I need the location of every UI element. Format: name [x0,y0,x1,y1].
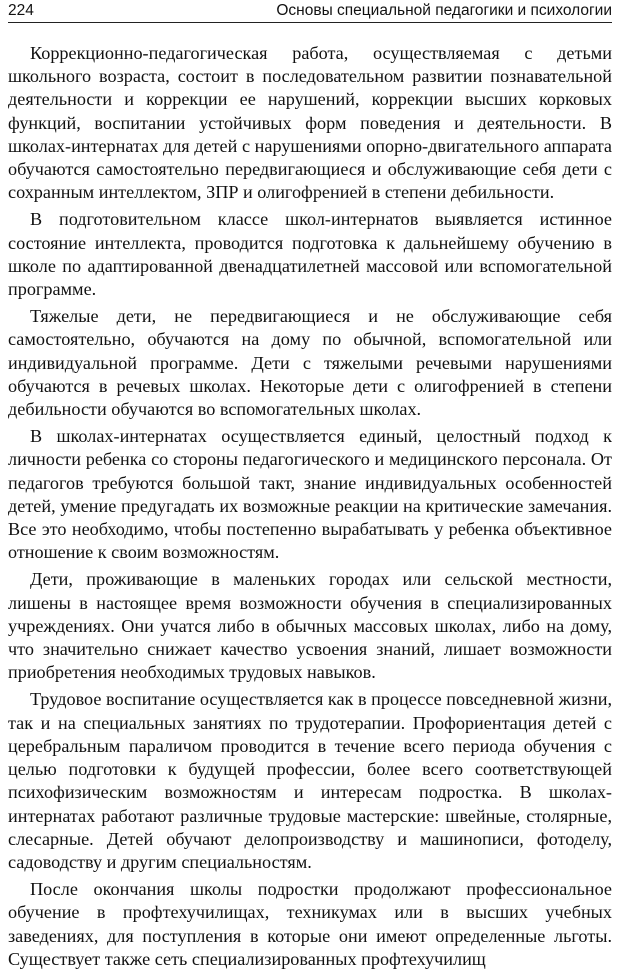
paragraph-3: Тяжелые дети, не передвигающиеся и не обслуживающие себя самостоятельно, обучаются на дому по обычной, вспомогательной или индивидуальной программе. Дети с тяжелыми речевыми нарушениями обучаются в речевых школах. Некоторые дети с олигофренией в степени дебильности обучаются во вспомогательных школах. [8,306,612,420]
page-header [8,0,612,23]
page-body [8,42,612,975]
paragraph-1: Коррекционно-педагогическая работа, осуществляемая с детьми школьного возраста, состоит в последовательном развитии познавательной деятельности и коррекции ее нарушений, коррекции высших корковых функций, воспитании устойчивых форм поведения и деятельности. В школах-интернатах для детей с нарушениями опорно-двигательного аппарата обучаются самостоятельно передвигающиеся и обслуживающие себя дети с сохранным интеллектом, ЗПР и олигофренией в степени дебильности. [8,43,612,203]
running-title: Основы специальной педагогики и психологии [276,2,612,19]
paragraph-5: Дети, проживающие в маленьких городах или сельской местности, лишены в настоящее время возможности обучения в специализированных учреждениях. Они учатся либо в обычных массовых школах, либо на дому, что значительно снижает качество усвоения знаний, лишает возможности приобретения необходимых трудовых навыков. [8,569,612,683]
page-number: 224 [8,2,34,19]
paragraph-2: В подготовительном классе школ-интернатов выявляется истинное состояние интеллекта, проводится подготовка к дальнейшему обучению в школе по адаптированной двенадцатилетней массовой или вспомогательной программе. [8,209,612,300]
paragraph-6: Трудовое воспитание осуществляется как в процессе повседневной жизни, так и на специальных занятиях по трудотерапии. Профориентация детей с церебральным параличом проводится в течение всего периода обучения с целью подготовки к будущей профессии, более всего соответствующей психофизическим возможностям и интересам подростка. В школах-интернатах работают различные трудовые мастерские: швейные, столярные, слесарные. Детей обучают делопроизводству и машинописи, фотоделу, садоводству и другим специальностям. [8,689,612,872]
paragraph-4: В школах-интернатах осуществляется единый, целостный подход к личности ребенка со стороны педагогического и медицинского персонала. От педагогов требуются большой такт, знание индивидуальных особенностей детей, умение предугадать их возможные реакции на критические замечания. Все это необходимо, чтобы постепенно вырабатывать у ребенка объективное отношение к своим возможностям. [8,426,612,563]
paragraph-7: После окончания школы подростки продолжают профессиональное обучение в профтехучилищах, техникумах или в высших учебных заведениях, для поступления в которые они имеют определенные льготы. Существует также сеть специализированных профтехучилищ [8,879,612,969]
